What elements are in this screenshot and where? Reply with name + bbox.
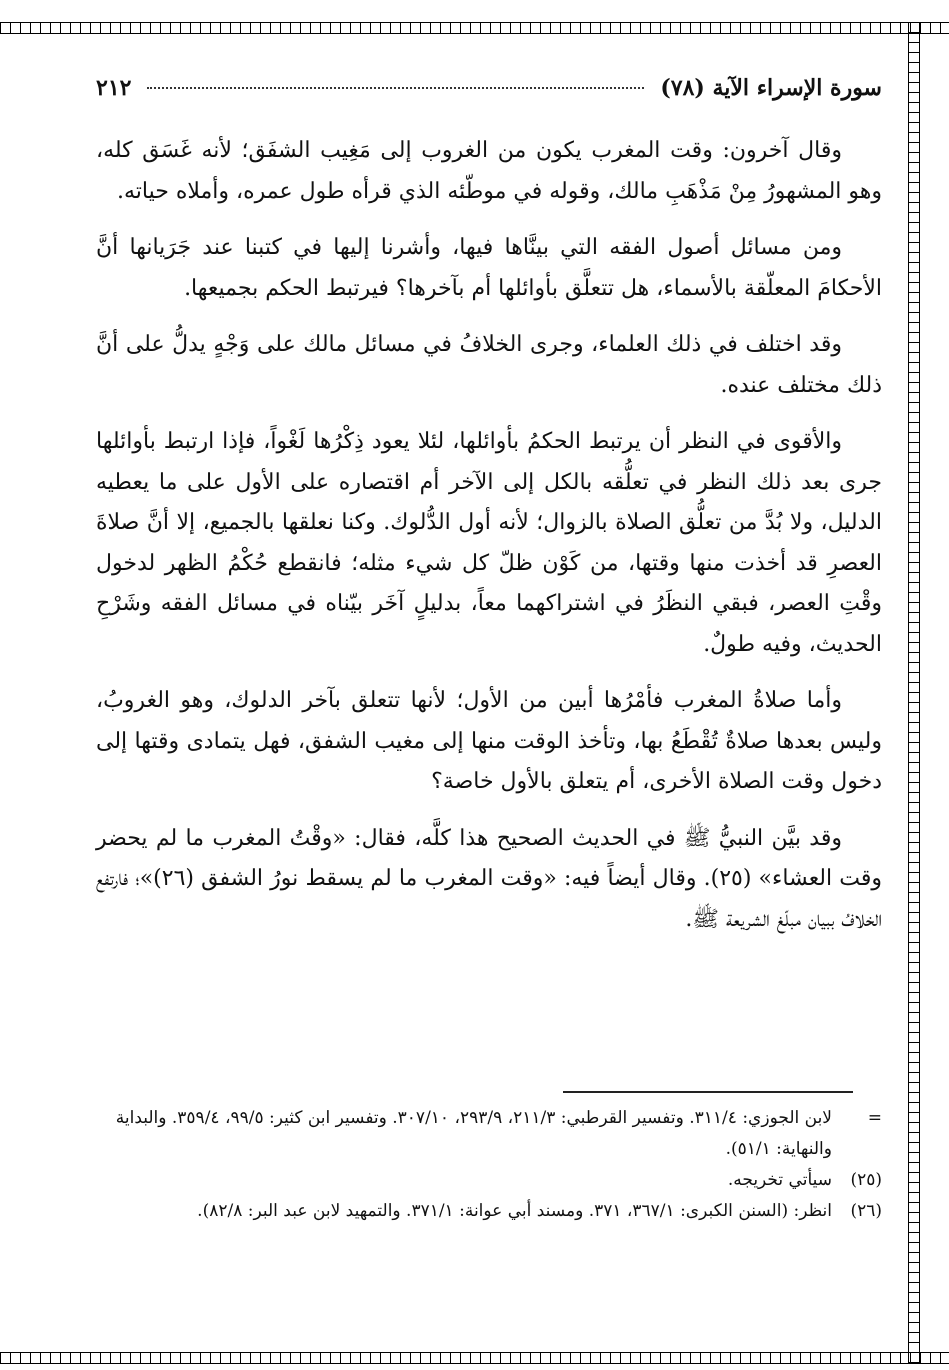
footnote-text: لابن الجوزي: ٣١١/٤. وتفسير القرطبي: ٢١١/٣، ٢٩٣/٩، ٣٠٧/١٠. وتفسير ابن كثير: ٩٩/٥، ٣٥٩/٤. والبداية والنهاية: ٥١/١). <box>115 1108 832 1159</box>
footnote-mark: = <box>867 1108 882 1128</box>
decorative-border-top <box>0 22 949 34</box>
footnote-separator <box>563 1091 853 1093</box>
page-content <box>96 75 882 956</box>
footnote <box>96 1165 882 1196</box>
footnote-text: انظر: (السنن الكبرى: ٣٦٧/١، ٣٧١. ومسند أبي عوانة: ٣٧١/١. والتمهيد لابن عبد البر: ٨٢/٨). <box>197 1201 832 1221</box>
paragraph: وقال آخرون: وقت المغرب يكون من الغروب إلى مَغِيب الشفَق؛ لأنه غَسَق كله، وهو المشهورُ مِنْ مَذْهَبِ مالك، وقوله في موطّئه الذي قرأه طول عمره، وأملاه حياته. <box>96 138 882 204</box>
decorative-border-right <box>908 22 920 1364</box>
footnote <box>96 1103 882 1165</box>
running-header <box>96 75 882 115</box>
paragraph: ومن مسائل أصول الفقه التي بينَّاها فيها، وأشرنا إليها في كتبنا عند جَرَيانها أنَّ الأحكامَ المعلّقة بالأسماء، هل تتعلَّق بأوائلها أم بآخرها؟ فيرتبط الحكم بجميعها. <box>96 235 882 301</box>
decorative-border-bottom <box>0 1352 949 1364</box>
page-number: ٢١٢ <box>96 75 132 101</box>
footnotes <box>96 1103 882 1227</box>
footnote <box>96 1196 882 1227</box>
paragraph: والأقوى في النظر أن يرتبط الحكمُ بأوائلها، لئلا يعود ذِكْرُها لَغْواً، فإذا ارتبط بأوائلها جرى بعد ذلك النظر في تعلُّقه بالكل إلى الآخر أم اقتصاره على الأول على ما يعطيه الدليل، ولا بُدَّ من تعلُّق الصلاة بالزوال؛ لأنه أول الدُّلوك. وكنا نعلقها بالجميع، إلا أنَّ صلاةَ العصرِ قد أخذت منها وقتها، من كَوْن ظلّ كل شيء مثله؛ فانقطع حُكْمُ الظهر لدخول وقْتِ العصر، فبقي النظَرُ في اشتراكهما معاً، بدليلٍ آخَر بيّناه في مسائل الفقه وشَرْحِ الحديث، وفيه طولٌ. <box>96 429 882 657</box>
running-title: سورة الإسراء الآية (٧٨) <box>660 75 882 101</box>
footnote-text: سيأتي تخريجه. <box>727 1170 832 1190</box>
paragraph: وأما صلاةُ المغرب فأمْرُها أبين من الأول؛ لأنها تتعلق بآخر الدلوك، وهو الغروبُ، وليس بعدها صلاةٌ تُقْطَعُ بها، وتأخذ الوقت منها إلى مغيب الشفق، فهل يتمادى وقتها إلى دخول وقت الصلاة الأخرى، أم يتعلق بالأول خاصة؟ <box>96 688 882 794</box>
footnote-mark: (٢٦) <box>850 1201 882 1221</box>
paragraph: وقد بيَّن النبيُّ ﷺ في الحديث الصحيح هذا كلَّه، فقال: «وقْتُ المغرب ما لم يحضر وقت العشاء» (٢٥). وقال أيضاً فيه: «وقت المغرب ما لم يسقط نورُ الشفق (٢٦)»؛ فارتفع الخلافُ ببيان مبلّغ الشريعة ﷺ. <box>96 825 883 932</box>
footnote-mark: (٢٥) <box>850 1170 882 1190</box>
paragraph: وقد اختلف في ذلك العلماء، وجرى الخلافُ في مسائل مالك على وَجْهٍ يدلُّ على أنَّ ذلك مختلف عنده. <box>96 332 882 398</box>
header-dot-leader <box>147 87 644 89</box>
